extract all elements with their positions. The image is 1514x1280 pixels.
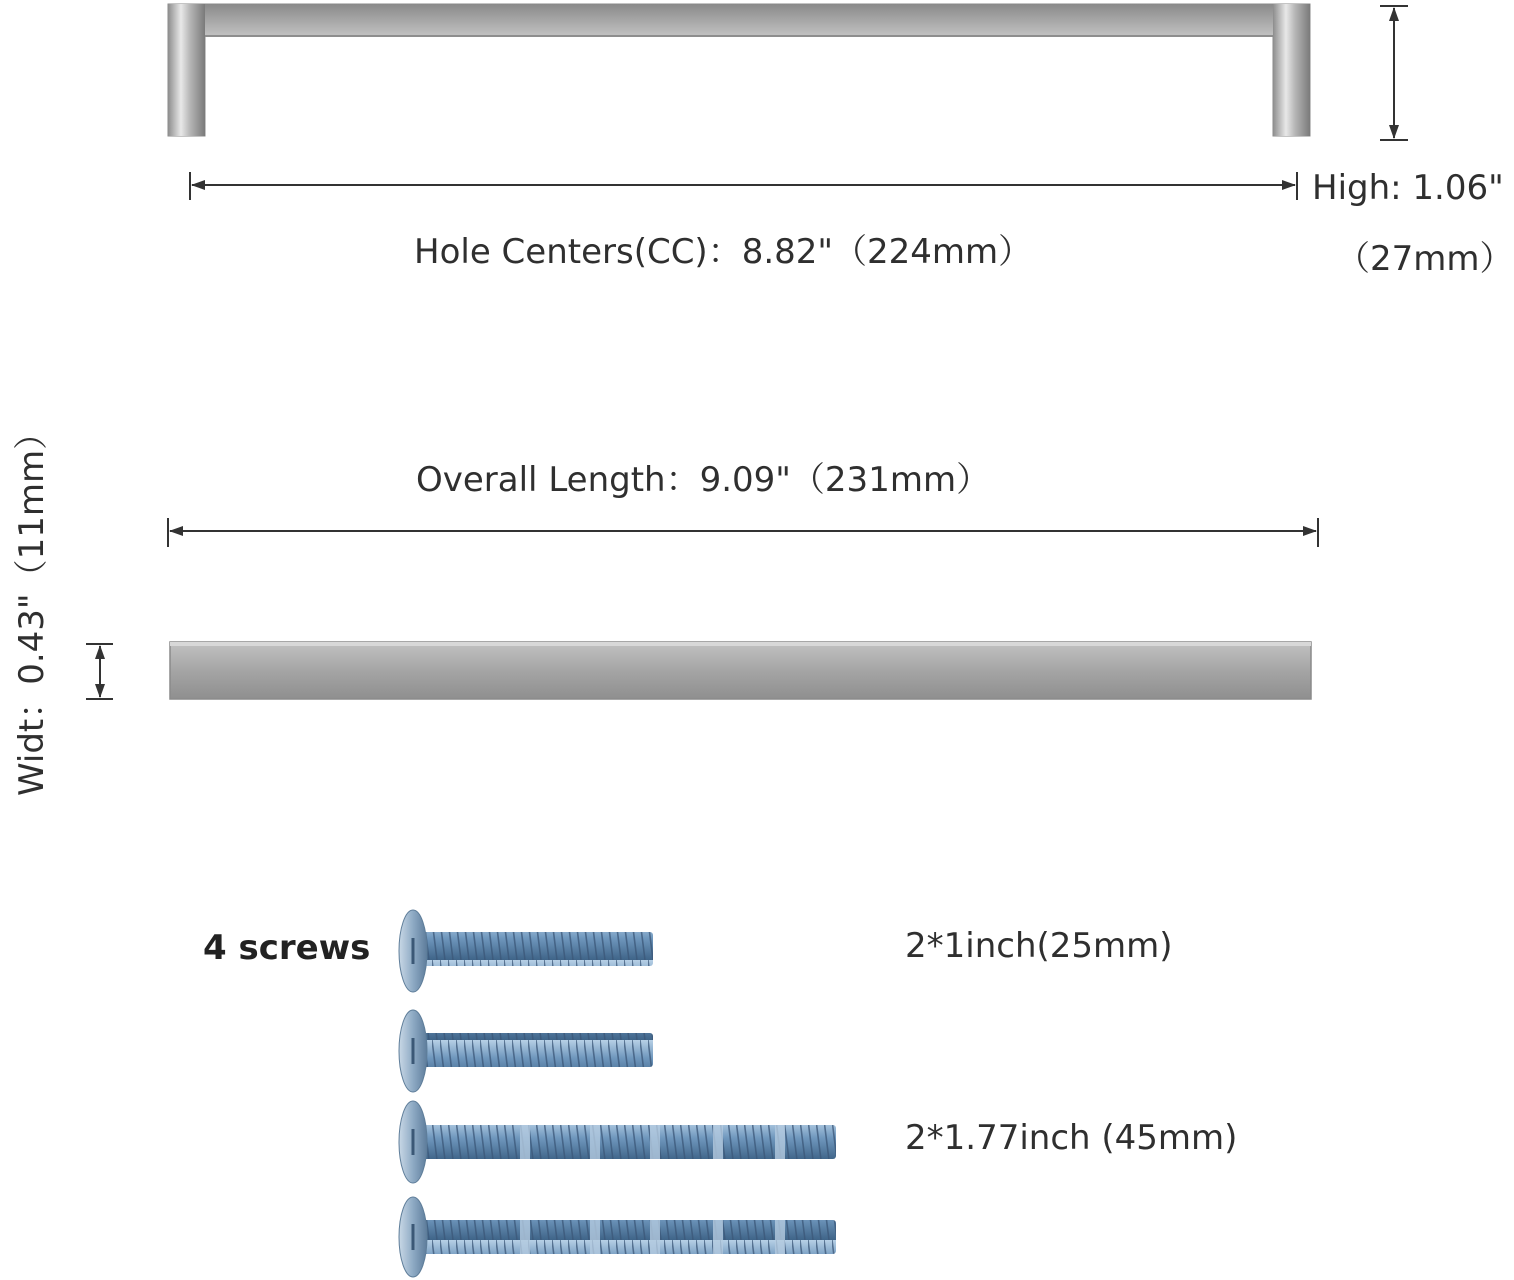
height-label-line2: （27mm） [1336,239,1514,279]
handle-top-view [170,642,1311,699]
screw-long-1 [399,1101,836,1183]
short-screw-size-label: 2*1inch(25mm) [905,926,1173,966]
screw-long-2 [399,1197,836,1277]
long-screw-size-label: 2*1.77inch (45mm) [905,1118,1238,1158]
screw-short-1 [399,910,653,992]
hole-centers-label: Hole Centers(CC)：8.82"（224mm） [414,232,1033,272]
overall-length-label: Overall Length：9.09"（231mm） [416,460,991,500]
hole-centers-dimension-arrow [190,172,1297,200]
width-label: Widt：0.43"（11mm） [12,415,52,796]
height-label-line1: High: 1.06" [1312,168,1504,208]
handle-front-view [168,4,1310,136]
screws-count-label: 4 screws [203,928,371,968]
height-dimension-arrow [1380,6,1408,140]
overall-length-dimension-arrow [168,518,1318,547]
width-dimension-arrow [86,644,113,699]
screw-short-2 [399,1010,653,1092]
